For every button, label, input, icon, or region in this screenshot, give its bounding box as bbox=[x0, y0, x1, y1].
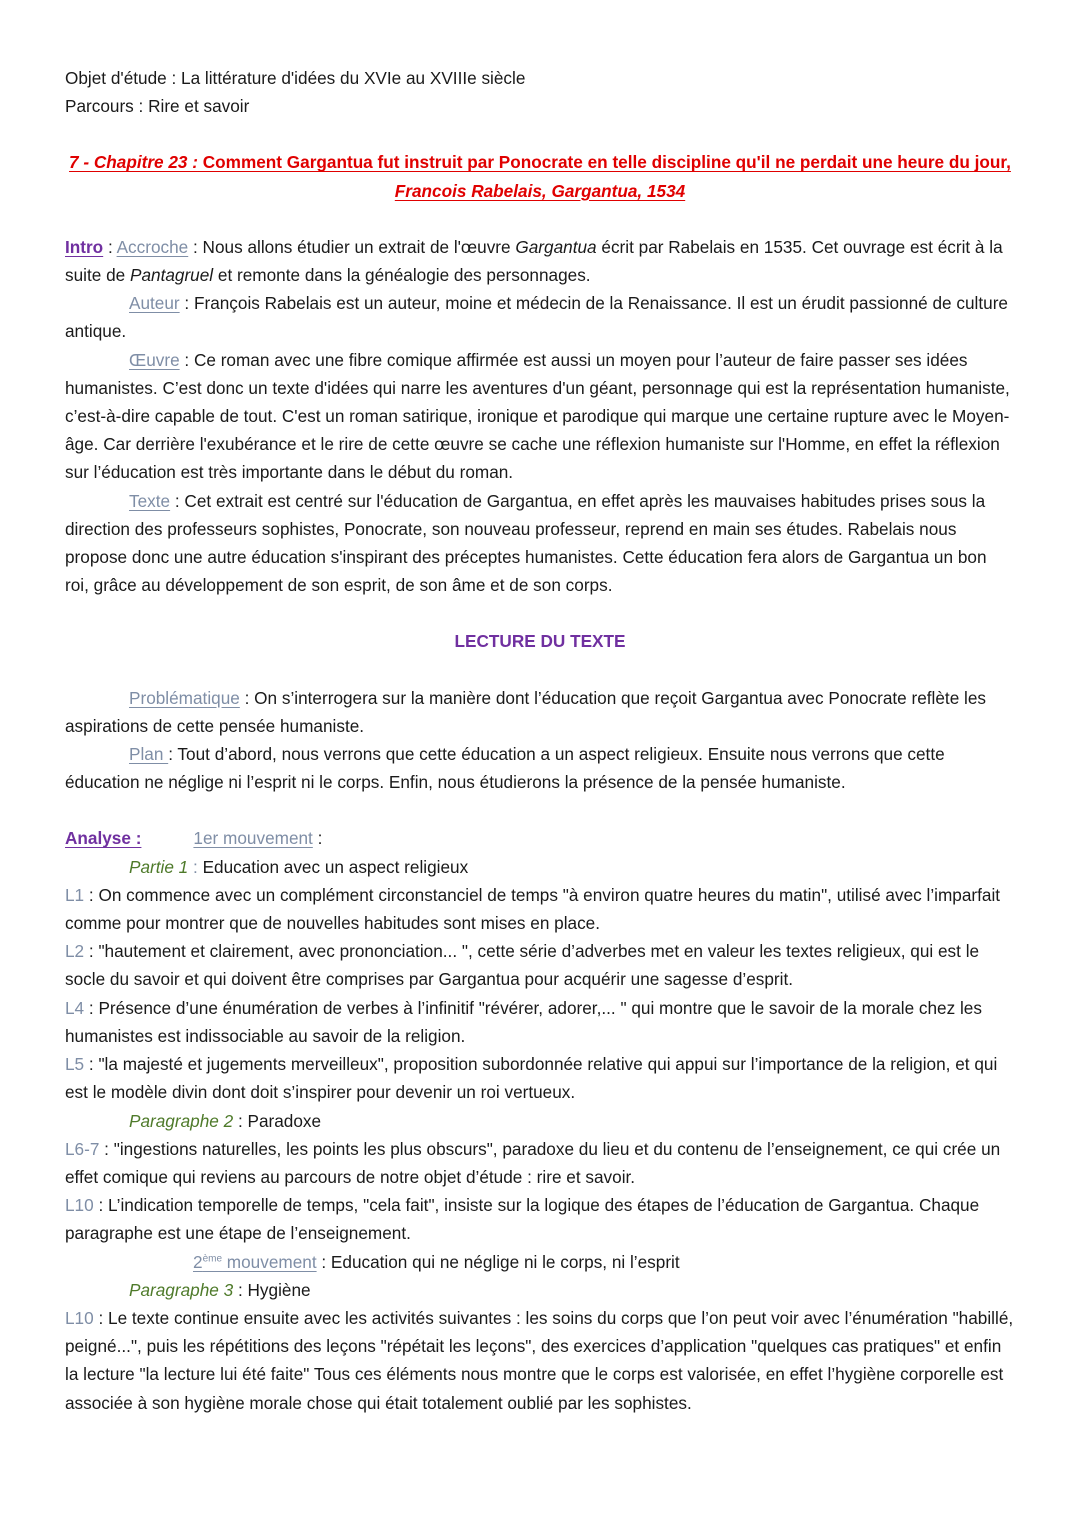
intro-label: Intro bbox=[65, 236, 104, 257]
line-ref: L10 bbox=[65, 1307, 94, 1328]
oeuvre-text: : Ce roman avec une fibre comique affirmée est aussi un moyen pour l’auteur de faire passer ses idées humanistes. C’est donc un texte d'idées qui narre les aventures d'un géant, personnage qui est la représentation humaniste, c’est-à-dire capable de tout. C'est un roman satirique, ironique et parodique qui marque une certaine rupture avec le Moyen-âge. Car derrière l'exubérance et le rire de cette œuvre se cache une réflexion humaniste sur l'Homme, en effet la réflexion sur l’éducation est très importante dans le début du roman. bbox=[65, 349, 1010, 483]
partie-1 bbox=[65, 853, 1015, 881]
line-ref: L5 bbox=[65, 1054, 85, 1075]
mouvement-2-text: : Education qui ne néglige ni le corps, ni l’esprit bbox=[316, 1251, 680, 1272]
accroche-text-a: : Nous allons étudier un extrait de l'œuvre bbox=[188, 236, 516, 257]
accroche-text-b: écrit par Rabelais en 1535. Cet ouvrage est écrit à la suite de bbox=[65, 236, 1003, 286]
lecture-heading: LECTURE DU TEXTE bbox=[454, 631, 626, 652]
line-text: : "ingestions naturelles, les points les plus obscurs", paradoxe du lieu et du contenu de l’enseignement, ce qui crée un effet comique qui reviens au parcours de notre objet d’étude : rire et savoir. bbox=[65, 1138, 1001, 1187]
line-text: : Le texte continue ensuite avec les activités suivantes : les soins du corps que l’on peut voir avec l’énumération "habillé, peigné...", puis les répétitions des leçons "répétait les leçons", des exercices d’application "quelques cas pratiques" et enfin la lecture "la lecture lui été faite" Tous ces éléments nous montre que le corps est valorisée, en effet l’hygiène corporelle est associée à son hygiène morale chose qui était totalement oublié par les sophistes. bbox=[65, 1307, 1014, 1413]
plan-label: Plan bbox=[129, 744, 169, 765]
line-text: : "la majesté et jugements merveilleux", proposition subordonnée relative qui appui sur l’importance de la religion, et qui est le modèle divin dont doit s’inspirer pour devenir un roi vertueux. bbox=[65, 1054, 998, 1103]
document-title bbox=[65, 148, 1015, 204]
line-ref: L4 bbox=[65, 997, 85, 1018]
texte-label: Texte bbox=[129, 490, 171, 511]
analysis-line bbox=[65, 1191, 1015, 1247]
accroche-label: Accroche bbox=[116, 236, 189, 257]
paragraphe-3-label: Paragraphe 3 bbox=[129, 1279, 234, 1300]
accroche-work: Gargantua bbox=[515, 236, 597, 257]
line-ref: L10 bbox=[65, 1195, 94, 1216]
plan-text: : Tout d’abord, nous verrons que cette éducation a un aspect religieux. Ensuite nous verrons que cette éducation ne néglige ni l’esprit ni le corps. Enfin, nous étudierons la présence de la pensée humaniste. bbox=[65, 744, 945, 793]
objet-etude: Objet d'étude : La littérature d'idées du XVIe au XVIIIe siècle bbox=[65, 68, 526, 88]
line-text: : "hautement et clairement, avec prononciation... ", cette série d’adverbes met en valeur les textes religieux, qui est le socle du savoir et qui doivent être comprises par Gargantua pour acquérir une sagesse d’esprit. bbox=[65, 941, 980, 990]
intro-accroche bbox=[65, 233, 1015, 289]
paragraphe-3-colon: : bbox=[233, 1279, 248, 1300]
accroche-work2: Pantagruel bbox=[129, 265, 214, 286]
mouvement-2-sup: ème bbox=[202, 1252, 223, 1264]
problematique-label: Problématique bbox=[129, 687, 240, 708]
paragraphe-2-text: Paradoxe bbox=[247, 1110, 322, 1131]
analysis-line bbox=[65, 937, 1015, 993]
analyse-label: Analyse : bbox=[65, 828, 142, 849]
paragraphe-2 bbox=[65, 1107, 1015, 1135]
analysis-line bbox=[65, 1135, 1015, 1191]
texte-text: : Cet extrait est centré sur l'éducation de Gargantua, en effet après les mauvaises habitudes prises sous la direction des professeurs sophistes, Ponocrate, son nouveau professeur, reprend en main ses études. Rabelais nous propose donc une autre éducation s'inspirant des préceptes humanistes. Cette éducation fera alors de Gargantua un bon roi, grâce au développement de son esprit, de son âme et de son corps. bbox=[65, 490, 987, 596]
accroche-text-c: et remonte dans la généalogie des personnages. bbox=[213, 265, 591, 286]
partie-1-text: Education avec un aspect religieux bbox=[202, 856, 469, 877]
title-main: Comment Gargantua fut instruit par Ponocrate en telle discipline qu'il ne perdait une heure du jour, bbox=[197, 152, 1011, 173]
line-text: : Présence d’une énumération de verbes à l’infinitif "révérer, adorer,... " qui montre que le savoir de la morale chez les humanistes est indissociable au savoir de la religion. bbox=[65, 997, 982, 1046]
intro-sep: : bbox=[103, 236, 117, 257]
line-ref: L2 bbox=[65, 941, 85, 962]
document-page bbox=[65, 64, 1015, 1417]
line-text: : L’indication temporelle de temps, "cela fait", insiste sur la logique des étapes de l’éducation de Gargantua. Chaque paragraphe est une étape de l’enseignement. bbox=[65, 1195, 980, 1244]
auteur-text: : François Rabelais est un auteur, moine et médecin de la Renaissance. Il est un érudit passionné de culture antique. bbox=[65, 293, 1008, 342]
analysis-line bbox=[65, 994, 1015, 1050]
analyse-heading bbox=[65, 824, 1015, 852]
mouvement-2-word: mouvement bbox=[222, 1251, 317, 1272]
oeuvre-label: Œuvre bbox=[129, 349, 180, 370]
line-ref: L1 bbox=[65, 884, 85, 905]
paragraphe-2-label: Paragraphe 2 bbox=[129, 1110, 234, 1131]
analysis-line bbox=[65, 1304, 1015, 1417]
intro-texte bbox=[65, 487, 1015, 600]
partie-1-label: Partie 1 bbox=[129, 856, 189, 877]
plan bbox=[65, 740, 1015, 796]
problematique bbox=[65, 684, 1015, 740]
paragraphe-3-text: Hygiène bbox=[247, 1279, 311, 1300]
paragraphe-3 bbox=[65, 1276, 1015, 1304]
paragraphe-2-colon: : bbox=[233, 1110, 248, 1131]
mouvement-1-colon: : bbox=[312, 828, 323, 849]
intro-auteur bbox=[65, 289, 1015, 345]
parcours: Parcours : Rire et savoir bbox=[65, 96, 250, 117]
mouvement-2-label bbox=[193, 1252, 317, 1272]
auteur-label: Auteur bbox=[129, 293, 180, 314]
line-text: : On commence avec un complément circonstanciel de temps "à environ quatre heures du matin", utilisé avec l’imparfait comme pour montrer que de nouvelles habitudes sont mises en place. bbox=[65, 884, 1001, 934]
mouvement-1-label: 1er mouvement bbox=[193, 828, 313, 849]
mouvement-2 bbox=[65, 1248, 1015, 1276]
title-chapter: 7 - Chapitre 23 : bbox=[69, 152, 198, 173]
intro-oeuvre bbox=[65, 346, 1015, 487]
title-author: Francois Rabelais, Gargantua, 1534 bbox=[394, 180, 686, 201]
problematique-text: : On s’interrogera sur la manière dont l’éducation que reçoit Gargantua avec Ponocrate reflète les aspirations de cette pensée humaniste. bbox=[65, 687, 987, 736]
partie-1-colon: : bbox=[188, 856, 203, 877]
line-ref: L6-7 bbox=[65, 1138, 100, 1159]
analysis-line bbox=[65, 881, 1015, 937]
analysis-line bbox=[65, 1050, 1015, 1106]
mouvement-2-num: 2 bbox=[193, 1251, 203, 1272]
